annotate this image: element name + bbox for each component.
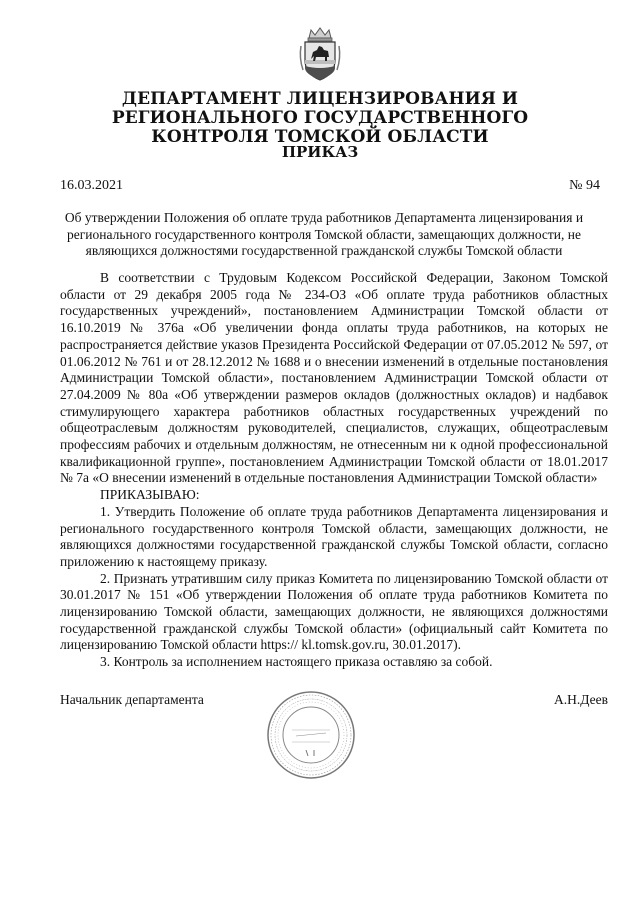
order-subject: Об утверждении Положения об оплате труда работников Департамента лицензирования и регионального государственного контроля Томской области, замещающих должности, не являющихся должностями государственной гражданской службы Томской области [64,210,584,258]
order-item-2: 2. Признать утратившим силу приказ Комитета по лицензированию Томской области от 30.01.2017 № 151 «Об утверждении Положения об оплате труда работников Комитета по лицензированию Томской области, замещающих должности, не являющихся должностями государственной гражданской службы Томской области» (официальный сайт Комитета по лицензированию Томской области https:// kl.tomsk.gov.ru, 30.01.2017). [60,570,608,653]
department-title: ДЕПАРТАМЕНТ ЛИЦЕНЗИРОВАНИЯ И РЕГИОНАЛЬНОГО ГОСУДАРСТВЕННОГО КОНТРОЛЯ ТОМСКОЙ ОБЛАСТИ [111,89,529,147]
signatory-name: А.Н.Деев [554,692,608,707]
order-date: 16.03.2021 [60,178,123,193]
order-keyword: ПРИКАЗЫВАЮ: [100,487,200,503]
order-body [60,270,608,671]
tomsk-coat-of-arms-icon [297,26,343,82]
round-official-seal-icon [266,690,356,780]
preamble-paragraph: В соответствии с Трудовым Кодексом Российской Федерации, Законом Томской области от 29 декабря 2005 года № 234-ОЗ «Об оплате труда работников областных государственных учреждений», постановлением Администрации Томской области от 16.10.2019 № 376а «Об увеличении фонда оплаты труда работников, на которых не распространяется действие указов Президента Российской Федерации от 07.05.2012 № 597, от 01.06.2012 № 761 и от 28.12.2012 № 1688 и о внесении изменений в отдельные постановления Администрации Томской области», постановлением Администрации Томской области от 27.04.2009 № 80а «Об утверждении размеров окладов (должностных окладов) и надбавок стимулирующего характера работников областных государственных учреждений по общеотраслевым должностям руководителей, специалистов, служащих, общеотраслевым профессиям рабочих и отдельным должностям, не отнесенным ни к одной профессиональной квалификационной группе», постановлением Администрации Томской области от 18.01.2017 № 7а «О внесении изменений в отдельные постановления Администрации Томской области» [60,270,608,486]
order-number: № 94 [569,178,600,193]
document-type-title: ПРИКАЗ [281,143,359,161]
order-item-3: 3. Контроль за исполнением настоящего приказа оставляю за собой. [100,654,493,670]
order-item-1: 1. Утвердить Положение об оплате труда работников Департамента лицензирования и регионального государственного контроля Томской области, замещающих должности, не являющихся должностями государственной гражданской службы Томской области, согласно приложению к настоящему приказу. [60,503,608,569]
signatory-position: Начальник департамента [60,692,204,707]
